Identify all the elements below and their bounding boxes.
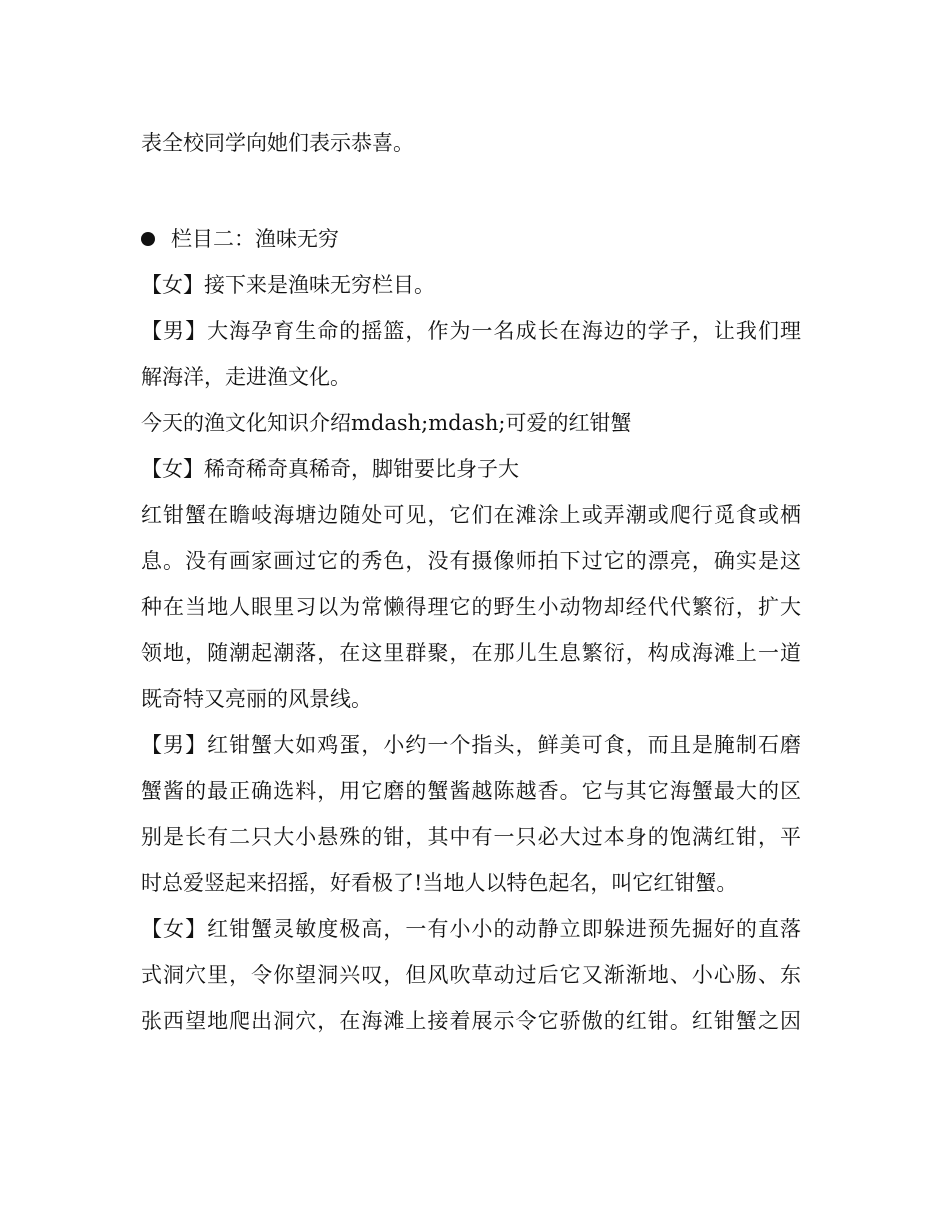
paragraph-line: 【男】红钳蟹大如鸡蛋，小约一个指头，鲜美可食，而且是腌制石磨 [141, 733, 801, 757]
paragraph-line: 今天的渔文化知识介绍mdash;mdash;可爱的红钳蟹 [141, 411, 632, 435]
paragraph-line: 张西望地爬出洞穴，在海滩上接着展示令它骄傲的红钳。红钳蟹之因 [141, 1009, 801, 1033]
paragraph-line: 式洞穴里，令你望洞兴叹，但风吹草动过后它又渐渐地、小心肠、东 [141, 963, 801, 987]
paragraph-line: 【女】接下来是渔味无穷栏目。 [141, 273, 435, 297]
paragraph-line: 息。没有画家画过它的秀色，没有摄像师拍下过它的漂亮，确实是这 [141, 549, 801, 573]
paragraph-line: 别是长有二只大小悬殊的钳，其中有一只必大过本身的饱满红钳，平 [141, 825, 801, 849]
section-heading [141, 216, 801, 262]
paragraph-line: 蟹酱的最正确选料，用它磨的蟹酱越陈越香。它与其它海蟹最大的区 [141, 779, 801, 803]
section-heading-text: 栏目二：渔味无穷 [171, 227, 339, 251]
paragraph-line: 【女】稀奇稀奇真稀奇，脚钳要比身子大 [141, 457, 519, 481]
paragraph-gap [141, 166, 801, 216]
paragraph-line: 【男】大海孕育生命的摇篮，作为一名成长在海边的学子，让我们理 [141, 319, 801, 343]
paragraph-line: 种在当地人眼里习以为常懒得理它的野生小动物却经代代繁衍，扩大 [141, 595, 801, 619]
paragraph-line: 时总爱竖起来招摇，好看极了!当地人以特色起名，叫它红钳蟹。 [141, 871, 738, 895]
bullet-icon [141, 232, 155, 246]
paragraph-line: 领地，随潮起潮落，在这里群聚，在那儿生息繁衍，构成海滩上一道 [141, 641, 801, 665]
paragraph-line: 红钳蟹在瞻岐海塘边随处可见，它们在滩涂上或弄潮或爬行觅食或栖 [141, 503, 801, 527]
paragraph-line: 【女】红钳蟹灵敏度极高，一有小小的动静立即躲进预先掘好的直落 [141, 917, 801, 941]
paragraph-line: 既奇特又亮丽的风景线。 [141, 687, 372, 711]
paragraph-line: 表全校同学向她们表示恭喜。 [141, 131, 414, 155]
paragraph-line: 解海洋，走进渔文化。 [141, 365, 351, 389]
document-page [141, 120, 801, 1044]
